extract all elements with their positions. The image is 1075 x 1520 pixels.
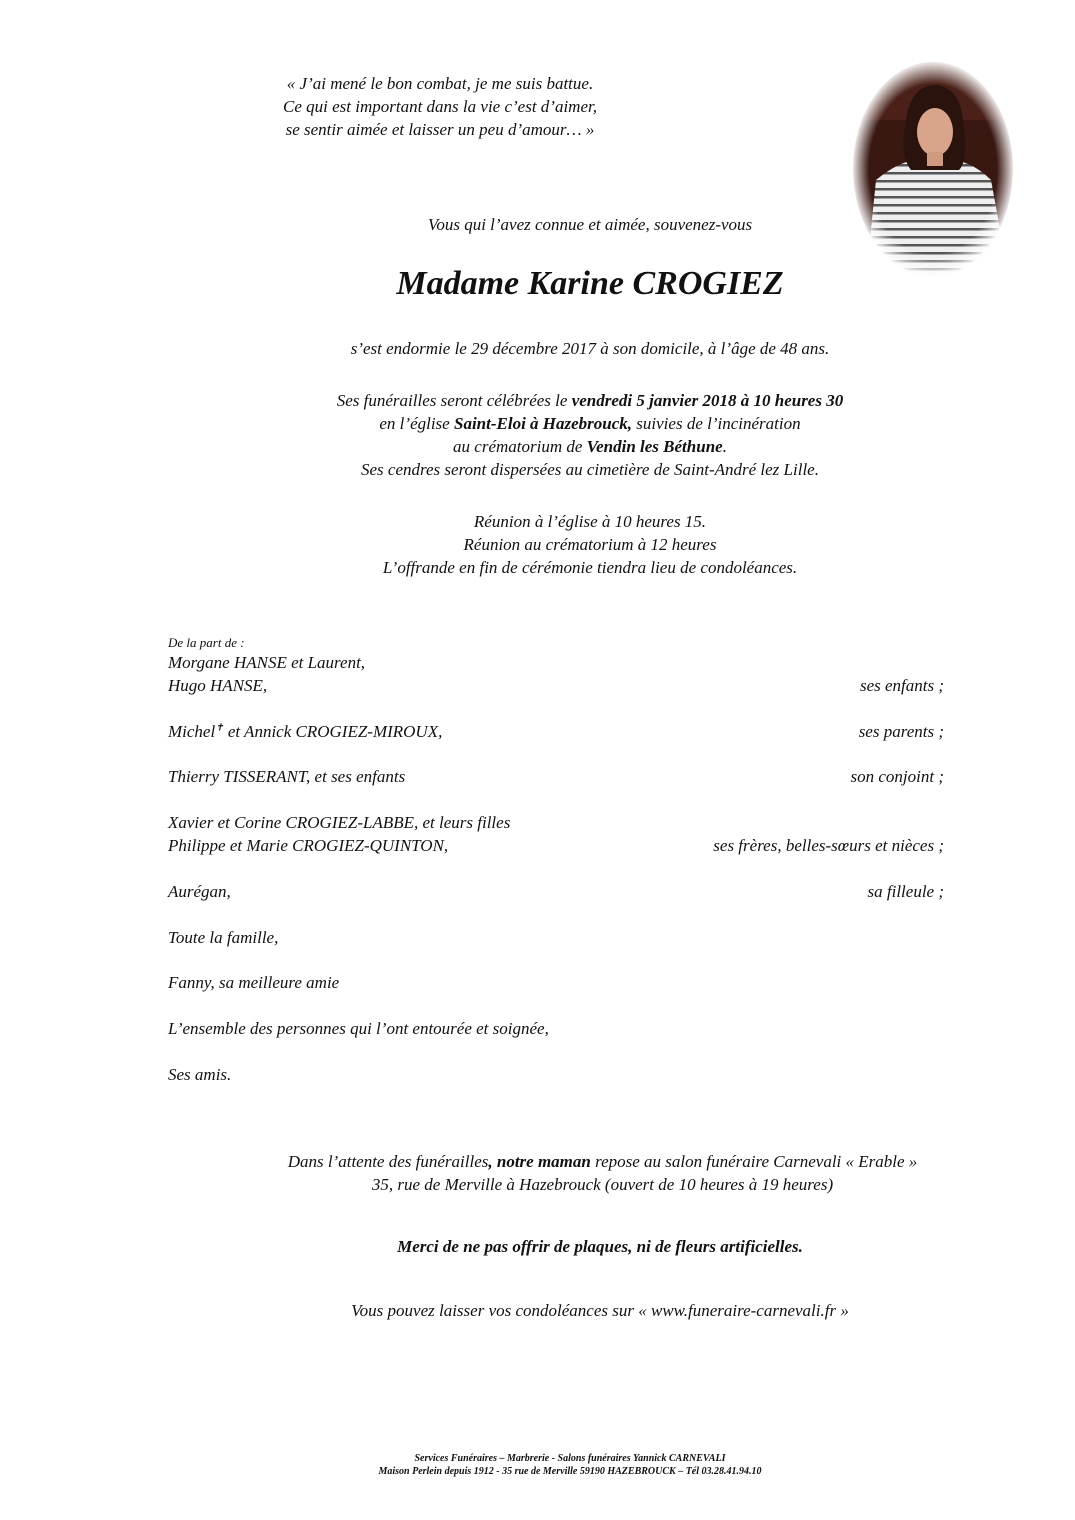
- death-notice: s’est endormie le 29 décembre 2017 à son domicile, à l’âge de 48 ans.: [350, 339, 830, 358]
- waiting-line: [180, 1150, 1025, 1173]
- family-names: [168, 722, 442, 742]
- text: Ses funérailles seront célébrées le: [336, 391, 572, 410]
- reunion-line: L’offrande en fin de cérémonie tiendra lieu de condoléances.: [382, 558, 798, 577]
- family-names: Thierry TISSERANT, et ses enfants: [168, 767, 406, 786]
- funeral-date: vendredi 5 janvier 2018 à 10 heures 30: [571, 391, 844, 410]
- intro-line: Vous qui l’avez connue et aimée, souvenez-vous: [427, 215, 753, 234]
- family-row: [168, 813, 944, 833]
- family-row: [168, 767, 944, 787]
- family-row: [168, 676, 944, 696]
- family-row: [168, 653, 944, 673]
- family-names: Xavier et Corine CROGIEZ-LABBE, et leurs filles: [168, 813, 511, 832]
- family-relation: sa filleule ;: [867, 882, 944, 901]
- family-names: Aurégan,: [168, 882, 231, 901]
- funeral-line: [200, 435, 980, 458]
- funeral-details: [200, 389, 980, 481]
- family-names: Toute la famille,: [168, 928, 279, 947]
- emphasis: , notre maman: [488, 1152, 591, 1171]
- condolences-notice: Vous pouvez laisser vos condoléances sur « www.funeraire-carnevali.fr »: [351, 1301, 849, 1320]
- family-relation: ses frères, belles-sœurs et nièces ;: [713, 836, 944, 855]
- family-names: Ses amis.: [168, 1065, 232, 1084]
- family-row: [168, 722, 944, 742]
- crematorium-name: Vendin les Béthune: [586, 437, 723, 456]
- epigraph-line: Ce qui est important dans la vie c’est d’aimer,: [283, 97, 597, 116]
- footer-line: Services Funéraires – Marbrerie - Salons funéraires Yannick CARNEVALI: [414, 1453, 726, 1464]
- family-relation: ses parents ;: [858, 722, 944, 741]
- family-row: [168, 928, 944, 948]
- epigraph-line: se sentir aimée et laisser un peu d’amour… »: [285, 120, 595, 139]
- from-label: De la part de :: [168, 635, 245, 650]
- funeral-line: [200, 412, 980, 435]
- family-names: L’ensemble des personnes qui l’ont entourée et soignée,: [168, 1019, 549, 1038]
- funeral-line: Ses cendres seront dispersées au cimetière de Saint-André lez Lille.: [361, 460, 819, 479]
- deceased-name: Madame Karine CROGIEZ: [396, 265, 784, 302]
- family-names: Morgane HANSE et Laurent,: [168, 653, 366, 672]
- text: .: [722, 437, 727, 456]
- text: repose au salon funéraire Carnevali « Erable »: [590, 1152, 918, 1171]
- family-relation: son conjoint ;: [850, 767, 944, 786]
- text: Dans l’attente des funérailles: [287, 1152, 489, 1171]
- family-row: [168, 882, 944, 902]
- family-names: Hugo HANSE,: [168, 676, 268, 695]
- family-names: Fanny, sa meilleure amie: [168, 973, 340, 992]
- text: au crématorium de: [453, 437, 587, 456]
- text: en l’église: [379, 414, 454, 433]
- funeral-line: [200, 389, 980, 412]
- epigraph-line: « J’ai mené le bon combat, je me suis battue.: [286, 74, 594, 93]
- family-row: [168, 1065, 944, 1085]
- reunion-line: Réunion à l’église à 10 heures 15.: [473, 512, 707, 531]
- family-row: [168, 973, 944, 993]
- footer: [230, 1452, 910, 1478]
- portrait-photo: [851, 60, 1015, 278]
- church-name: Saint-Eloi à Hazebrouck,: [453, 414, 633, 433]
- waiting-notice: [180, 1150, 1025, 1196]
- text: Michel: [168, 722, 216, 741]
- epigraph: [230, 72, 650, 141]
- footer-line: Maison Perlein depuis 1912 - 35 rue de Merville 59190 HAZEBROUCK – Tél 03.28.41.94.10: [378, 1466, 762, 1477]
- family-names: Philippe et Marie CROGIEZ-QUINTON,: [168, 836, 449, 855]
- cross-icon: ✝: [215, 722, 224, 734]
- reunion-details: [200, 510, 980, 579]
- text: et Annick CROGIEZ-MIROUX,: [223, 722, 443, 741]
- no-flowers-notice: Merci de ne pas offrir de plaques, ni de fleurs artificielles.: [397, 1237, 803, 1256]
- reunion-line: Réunion au crématorium à 12 heures: [463, 535, 717, 554]
- waiting-line: 35, rue de Merville à Hazebrouck (ouvert de 10 heures à 19 heures): [371, 1175, 834, 1194]
- family-row: [168, 1019, 944, 1039]
- family-relation: ses enfants ;: [859, 676, 944, 695]
- text: suivies de l’incinération: [632, 414, 801, 433]
- family-row: [168, 836, 944, 856]
